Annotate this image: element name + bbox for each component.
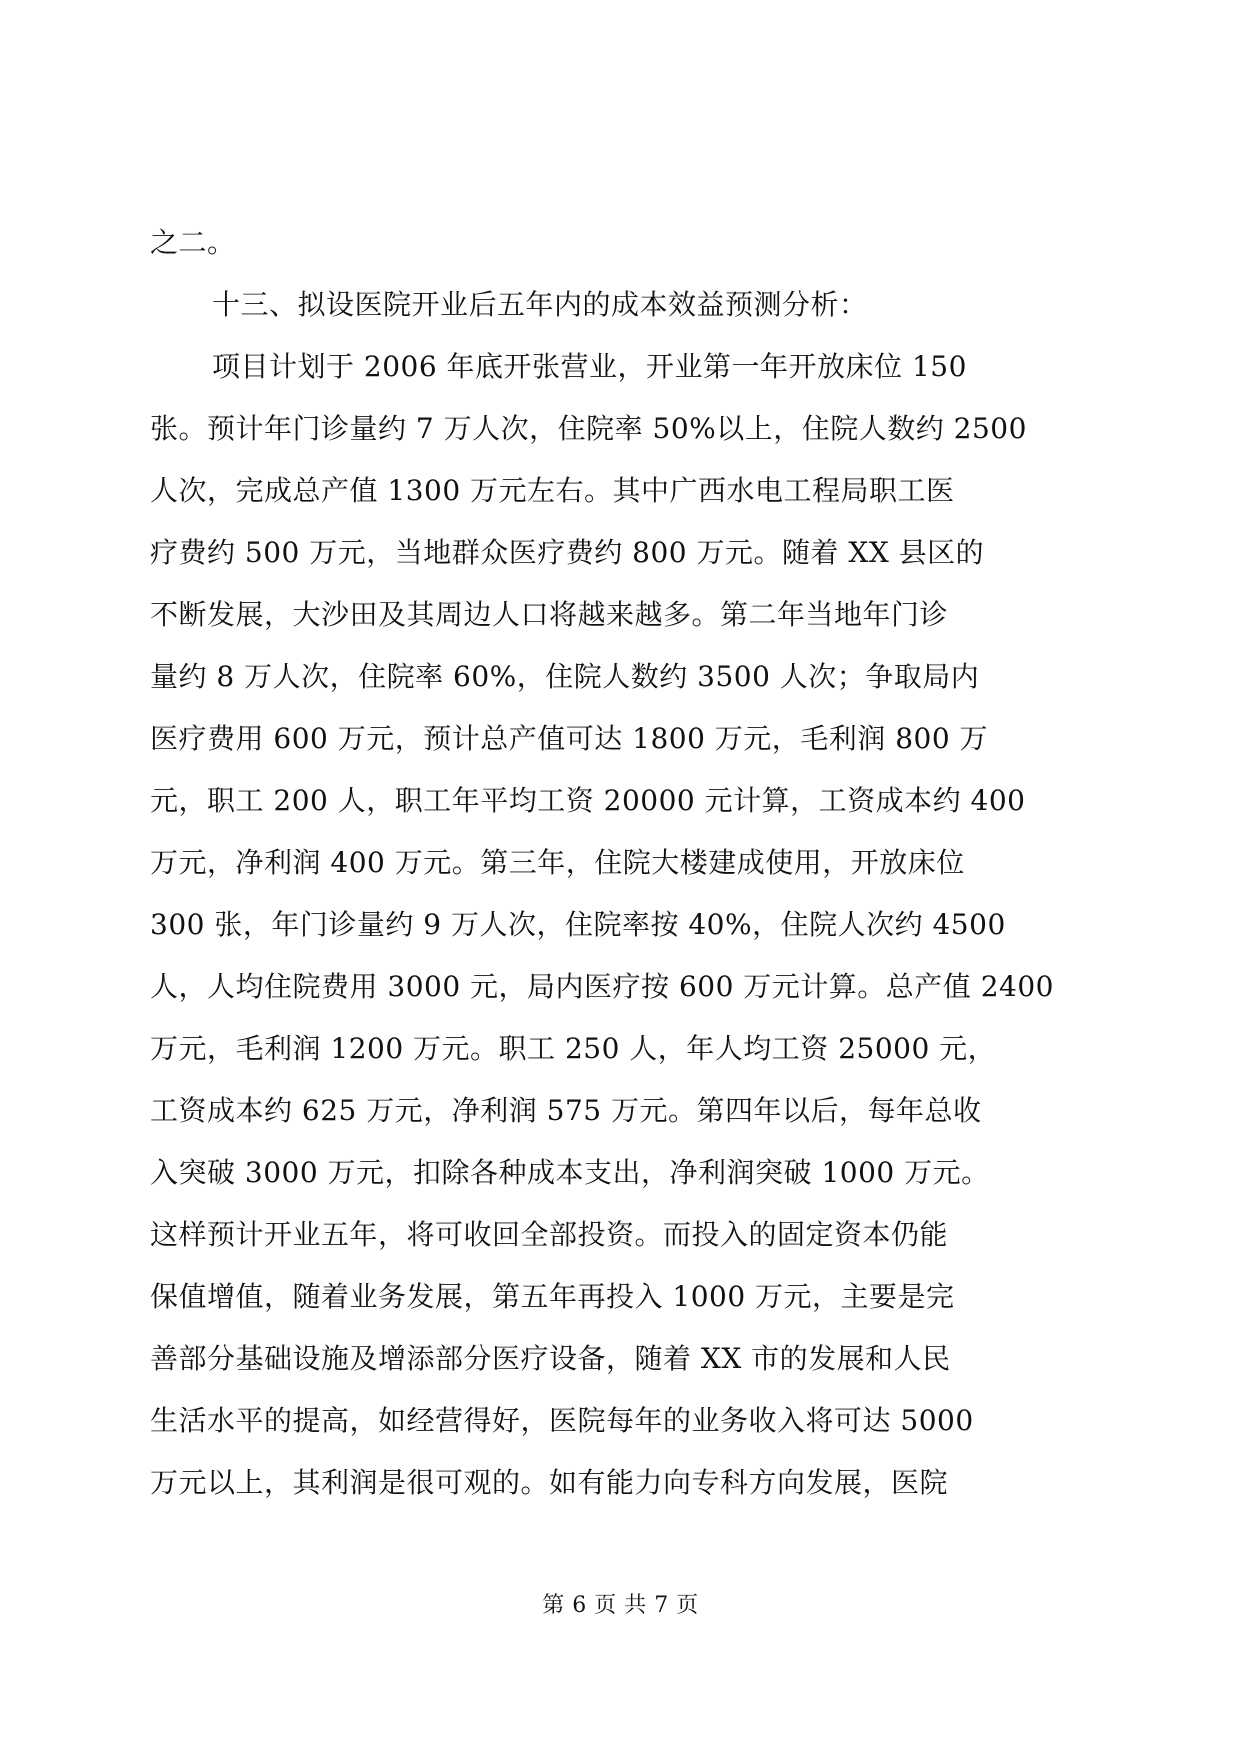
- text-line: 生活水平的提高，如经营得好，医院每年的业务收入将可达 5000: [150, 1404, 974, 1437]
- text-line: 张。预计年门诊量约 7 万人次，住院率 50%以上，住院人数约 2500: [150, 412, 1027, 445]
- text-line: 万元以上，其利润是很可观的。如有能力向专科方向发展，医院: [150, 1466, 949, 1499]
- text-line: 医疗费用 600 万元，预计总产值可达 1800 万元，毛利润 800 万: [150, 722, 989, 755]
- text-line: 万元，毛利润 1200 万元。职工 250 人，年人均工资 25000 元，: [150, 1032, 997, 1065]
- text-line: 保值增值，随着业务发展，第五年再投入 1000 万元，主要是完: [150, 1280, 955, 1313]
- text-line: 之二。: [150, 226, 236, 259]
- page-number-footer: 第 6 页 共 7 页: [542, 1593, 699, 1618]
- text-line: 人，人均住院费用 3000 元，局内医疗按 600 万元计算。总产值 2400: [150, 970, 1054, 1003]
- section-heading: 十三、拟设医院开业后五年内的成本效益预测分析：: [212, 288, 868, 321]
- text-line: 300 张，年门诊量约 9 万人次，住院率按 40%，住院人次约 4500: [150, 908, 1006, 941]
- text-line: 项目计划于 2006 年底开张营业，开业第一年开放床位 150: [212, 350, 967, 383]
- text-line: 疗费约 500 万元，当地群众医疗费约 800 万元。随着 XX 县区的: [150, 536, 985, 569]
- text-line: 万元，净利润 400 万元。第三年，住院大楼建成使用，开放床位: [150, 846, 965, 879]
- text-line: 善部分基础设施及增添部分医疗设备，随着 XX 市的发展和人民: [150, 1342, 951, 1375]
- text-line: 入突破 3000 万元，扣除各种成本支出，净利润突破 1000 万元。: [150, 1156, 990, 1189]
- text-line: 不断发展，大沙田及其周边人口将越来越多。第二年当地年门诊: [150, 598, 949, 631]
- text-line: 量约 8 万人次，住院率 60%，住院人数约 3500 人次；争取局内: [150, 660, 980, 693]
- body-text: [150, 212, 1095, 1514]
- text-line: 工资成本约 625 万元，净利润 575 万元。第四年以后，每年总收: [150, 1094, 982, 1127]
- text-line: 这样预计开业五年，将可收回全部投资。而投入的固定资本仍能: [150, 1218, 949, 1251]
- text-line: 元，职工 200 人，职工年平均工资 20000 元计算，工资成本约 400: [150, 784, 1026, 817]
- text-line: 人次，完成总产值 1300 万元左右。其中广西水电工程局职工医: [150, 474, 955, 507]
